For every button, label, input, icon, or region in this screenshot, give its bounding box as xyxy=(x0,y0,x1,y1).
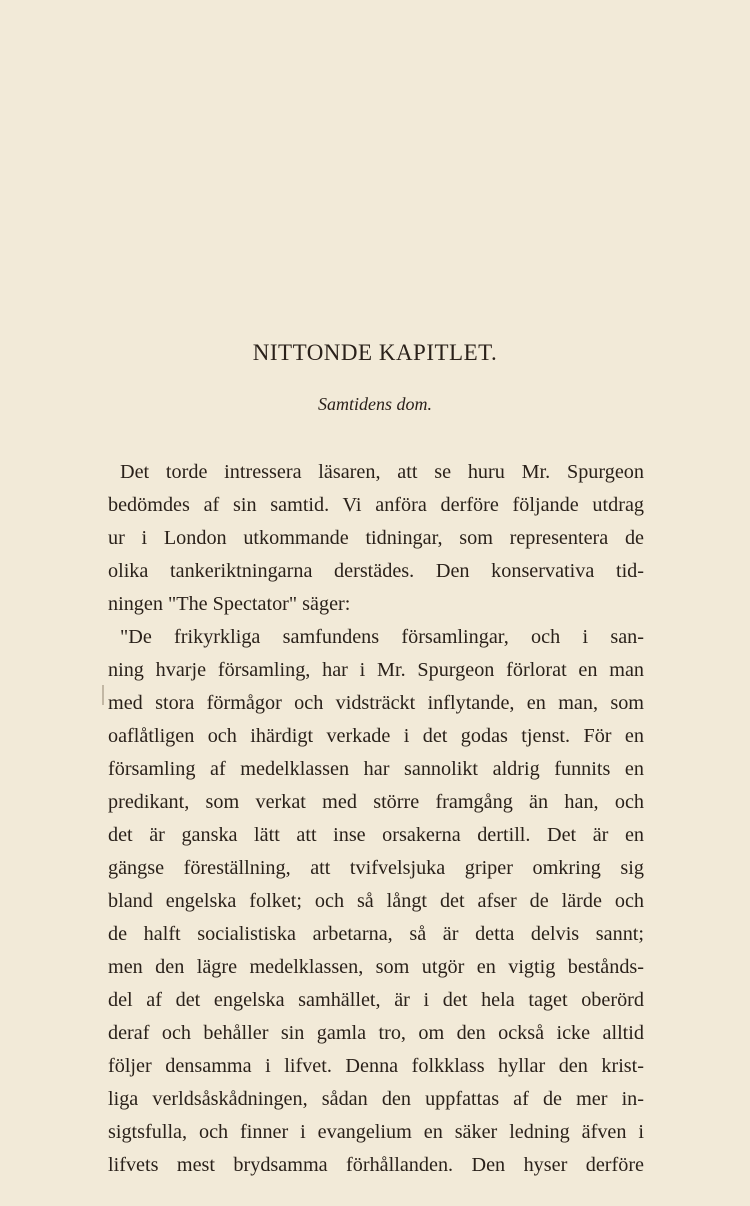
text-line: olika tankeriktningarna derstädes. Den konservativa tid- xyxy=(108,560,644,582)
text-line: gängse föreställning, att tvifvelsjuka griper omkring sig xyxy=(108,857,644,879)
text-line: Det torde intressera läsaren, att se huru Mr. Spurgeon xyxy=(120,461,644,483)
text-line: ning hvarje församling, har i Mr. Spurgeon förlorat en man xyxy=(108,659,644,681)
text-line: ningen "The Spectator" säger: xyxy=(108,593,351,615)
text-line: med stora förmågor och vidsträckt inflytande, en man, som xyxy=(108,692,644,714)
text-line: bedömdes af sin samtid. Vi anföra derföre följande utdrag xyxy=(108,494,644,516)
body-text xyxy=(108,456,644,1182)
text-line: församling af medelklassen har sannolikt aldrig funnits en xyxy=(108,758,644,780)
chapter-title: NITTONDE KAPITLET. xyxy=(252,340,498,365)
chapter-subtitle: Samtidens dom. xyxy=(318,394,432,414)
text-line: liga verldsåskådningen, sådan den uppfattas af de mer in- xyxy=(108,1088,644,1110)
text-line: oaflåtligen och ihärdigt verkade i det godas tjenst. För en xyxy=(108,725,644,747)
text-line: lifvets mest brydsamma förhållanden. Den hyser derföre xyxy=(108,1154,644,1176)
text-line: deraf och behåller sin gamla tro, om den också icke alltid xyxy=(108,1022,644,1044)
text-line: bland engelska folket; och så långt det afser de lärde och xyxy=(108,890,644,912)
text-line: ur i London utkommande tidningar, som representera de xyxy=(108,527,644,549)
margin-mark xyxy=(102,685,104,705)
text-line: del af det engelska samhället, är i det hela taget oberörd xyxy=(108,989,644,1011)
text-line: "De frikyrkliga samfundens församlingar, och i san- xyxy=(120,626,644,648)
text-line: de halft socialistiska arbetarna, så är detta delvis sannt; xyxy=(108,923,644,945)
text-line: det är ganska lätt att inse orsakerna dertill. Det är en xyxy=(108,824,644,846)
text-line: men den lägre medelklassen, som utgör en vigtig bestånds- xyxy=(108,956,644,978)
text-line: sigtsfulla, och finner i evangelium en säker ledning äfven i xyxy=(108,1121,644,1143)
text-line: följer densamma i lifvet. Denna folkklass hyllar den krist- xyxy=(108,1055,644,1077)
text-line: predikant, som verkat med större framgång än han, och xyxy=(108,791,644,813)
